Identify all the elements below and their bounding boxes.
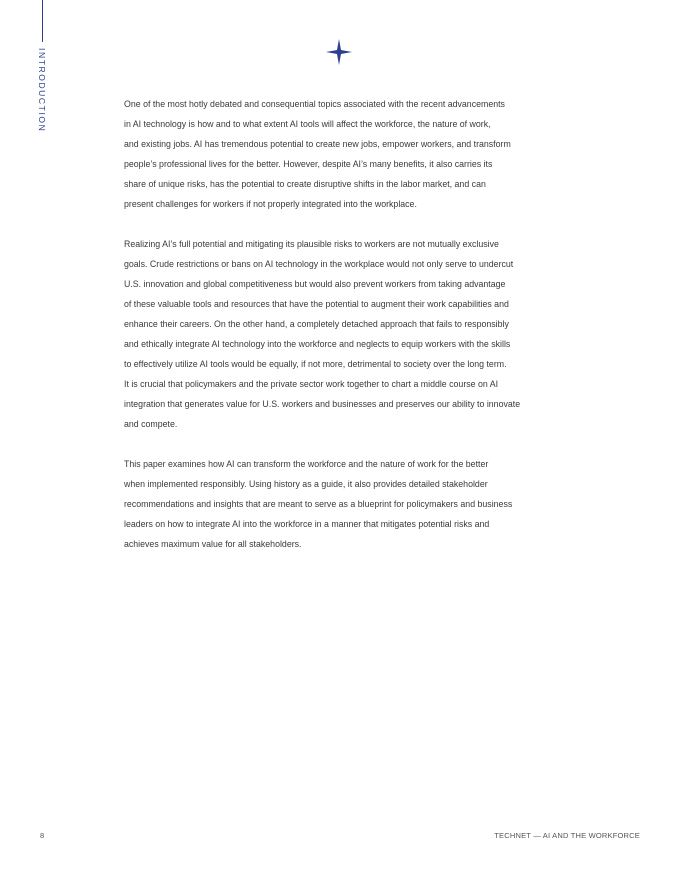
body-text [124, 94, 594, 574]
paragraph-2 [124, 234, 594, 434]
text-line: when implemented responsibly. Using history as a guide, it also provides detailed stakeholder [124, 479, 488, 489]
text-line: enhance their careers. On the other hand, a completely detached approach that fails to responsibly [124, 319, 509, 329]
text-line: One of the most hotly debated and consequential topics associated with the recent advancements [124, 99, 505, 109]
text-line: leaders on how to integrate AI into the workforce in a manner that mitigates potential risks and [124, 519, 490, 529]
text-line: This paper examines how AI can transform the workforce and the nature of work for the better [124, 459, 489, 469]
four-point-star-icon [326, 39, 352, 65]
section-label: INTRODUCTION [37, 48, 47, 133]
text-line: Realizing AI’s full potential and mitigating its plausible risks to workers are not mutually exclusive [124, 239, 499, 249]
paragraph-3 [124, 454, 594, 554]
paragraph-1 [124, 94, 594, 214]
text-line: share of unique risks, has the potential to create disruptive shifts in the labor market, and can [124, 179, 486, 189]
text-line: people’s professional lives for the better. However, despite AI’s many benefits, it also carries its [124, 159, 493, 169]
text-line: in AI technology is how and to what extent AI tools will affect the workforce, the nature of work, [124, 119, 491, 129]
text-line: integration that generates value for U.S. workers and businesses and preserves our ability to innovate [124, 399, 521, 409]
text-line: to effectively utilize AI tools would be equally, if not more, detrimental to society over the long term. [124, 359, 507, 369]
text-line: achieves maximum value for all stakeholders. [124, 539, 302, 549]
text-line: It is crucial that policymakers and the private sector work together to chart a middle course on AI [124, 379, 499, 389]
text-line: goals. Crude restrictions or bans on AI technology in the workplace would not only serve to undercut [124, 259, 514, 269]
text-line: and compete. [124, 419, 178, 429]
page-number: 8 [40, 831, 45, 840]
text-line: and existing jobs. AI has tremendous potential to create new jobs, empower workers, and transform [124, 139, 511, 149]
running-footer-title: TECHNET — AI AND THE WORKFORCE [494, 831, 640, 840]
text-line: U.S. innovation and global competitiveness but would also prevent workers from taking advantage [124, 279, 506, 289]
text-line: of these valuable tools and resources that have the potential to augment their work capabilities and [124, 299, 509, 309]
text-line: present challenges for workers if not properly integrated into the workplace. [124, 199, 417, 209]
text-line: and ethically integrate AI technology into the workforce and neglects to equip workers with the skills [124, 339, 511, 349]
section-rule [42, 0, 43, 42]
text-line: recommendations and insights that are meant to serve as a blueprint for policymakers and business [124, 499, 513, 509]
